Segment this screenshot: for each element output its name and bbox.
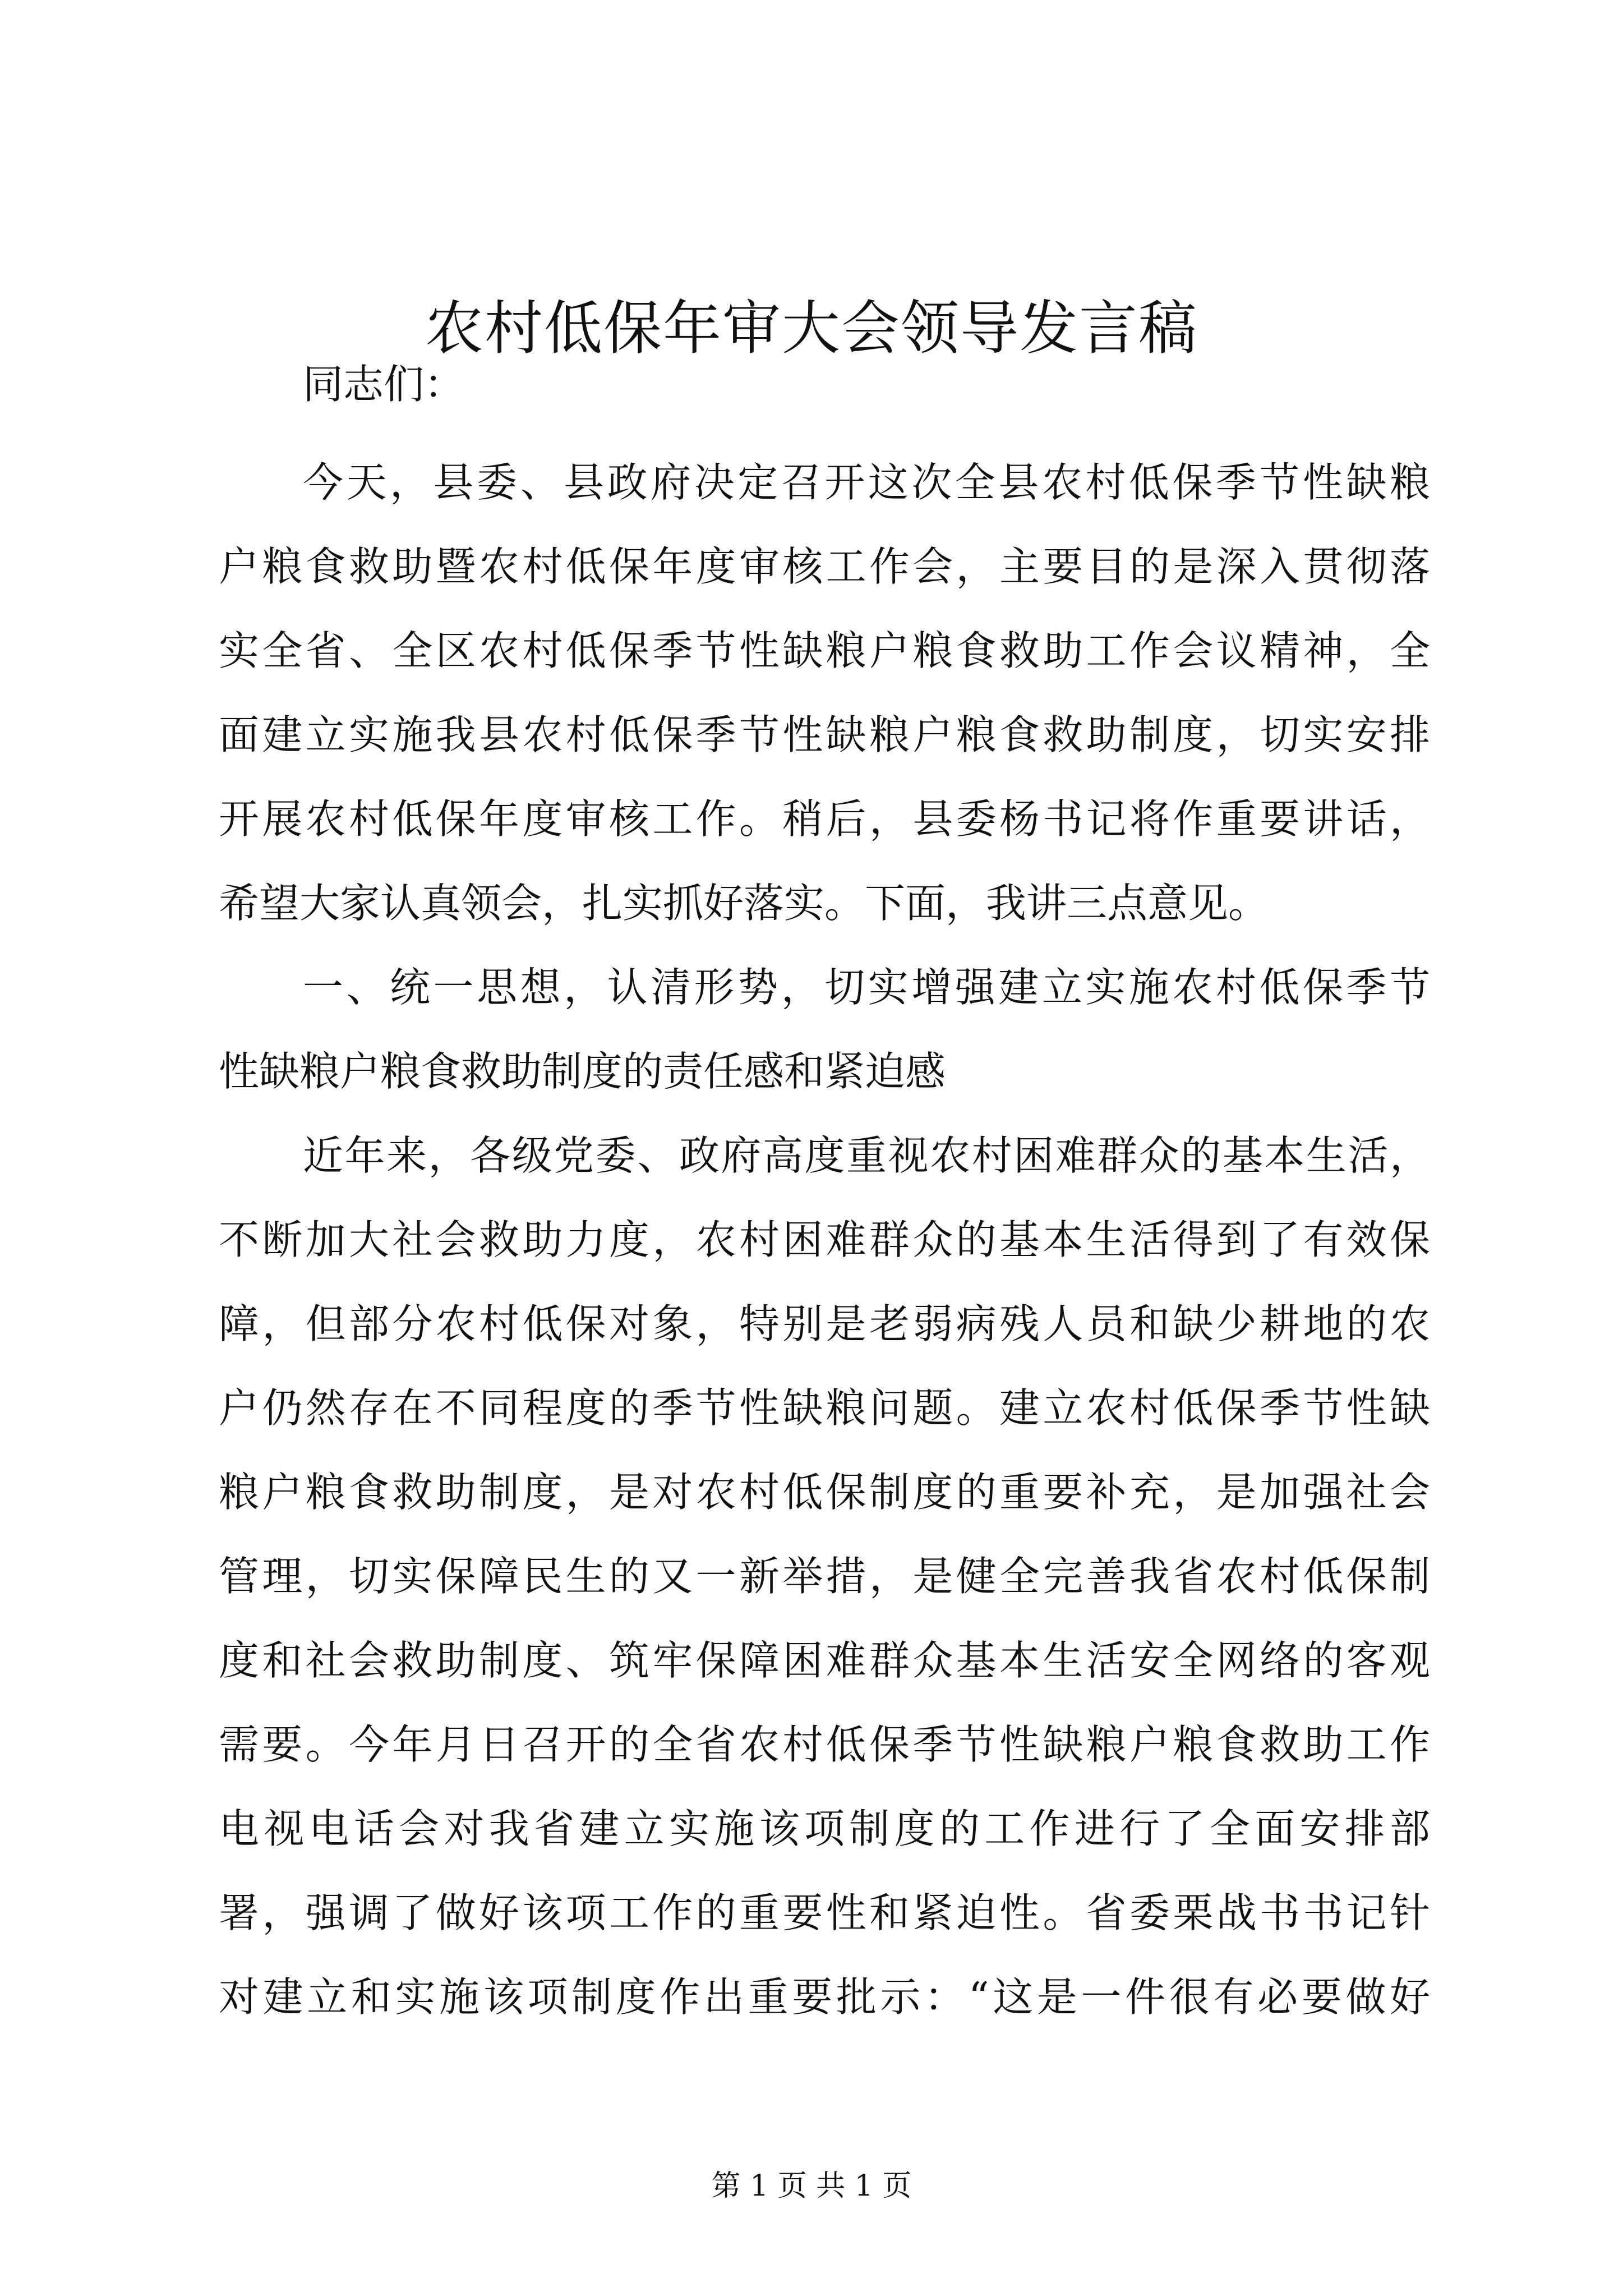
page-footer: 第 1 页 共 1 页 (711, 2169, 912, 2203)
body-line: 今天，县委、县政府决定召开这次全县农村低保季节性缺粮 (303, 459, 1430, 506)
body-line: 粮户粮食救助制度，是对农村低保制度的重要补充，是加强社会 (219, 1469, 1430, 1516)
body-line: 希望大家认真领会，扎实抓好落实。下面，我讲三点意见。 (219, 880, 1269, 927)
body-line: 署，强调了做好该项工作的重要性和紧迫性。省委栗战书书记针 (219, 1889, 1430, 1936)
body-line: 开展农村低保年度审核工作。稍后，县委杨书记将作重要讲话， (219, 795, 1430, 843)
salutation: 同志们： (303, 361, 465, 408)
body-line: 不断加大社会救助力度，农村困难群众的基本生活得到了有效保 (219, 1216, 1430, 1263)
section-heading-line: 性缺粮户粮食救助制度的责任感和紧迫感 (219, 1048, 946, 1095)
body-line: 近年来，各级党委、政府高度重视农村困难群众的基本生活， (303, 1132, 1430, 1179)
body-line: 管理，切实保障民生的又一新举措，是健全完善我省农村低保制 (219, 1553, 1430, 1600)
body-line: 实全省、全区农村低保季节性缺粮户粮食救助工作会议精神，全 (219, 627, 1430, 674)
body-line: 度和社会救助制度、筑牢保障困难群众基本生活安全网络的客观 (219, 1637, 1430, 1684)
section-heading-line: 一、统一思想，认清形势，切实增强建立实施农村低保季节 (303, 964, 1430, 1011)
body-line: 户仍然存在不同程度的季节性缺粮问题。建立农村低保季节性缺 (219, 1384, 1430, 1432)
body-line: 需要。今年月日召开的全省农村低保季节性缺粮户粮食救助工作 (219, 1721, 1430, 1768)
body-line: 电视电话会对我省建立实施该项制度的工作进行了全面安排部 (219, 1805, 1430, 1852)
document-title: 农村低保年审大会领导发言稿 (425, 294, 1198, 362)
body-line: 面建立实施我县农村低保季节性缺粮户粮食救助制度，切实安排 (219, 711, 1430, 758)
body-line: 户粮食救助暨农村低保年度审核工作会，主要目的是深入贯彻落 (219, 543, 1430, 590)
body-line: 对建立和实施该项制度作出重要批示：“这是一件很有必要做好 (219, 1973, 1430, 2021)
body-line: 障，但部分农村低保对象，特别是老弱病残人员和缺少耕地的农 (219, 1300, 1430, 1347)
